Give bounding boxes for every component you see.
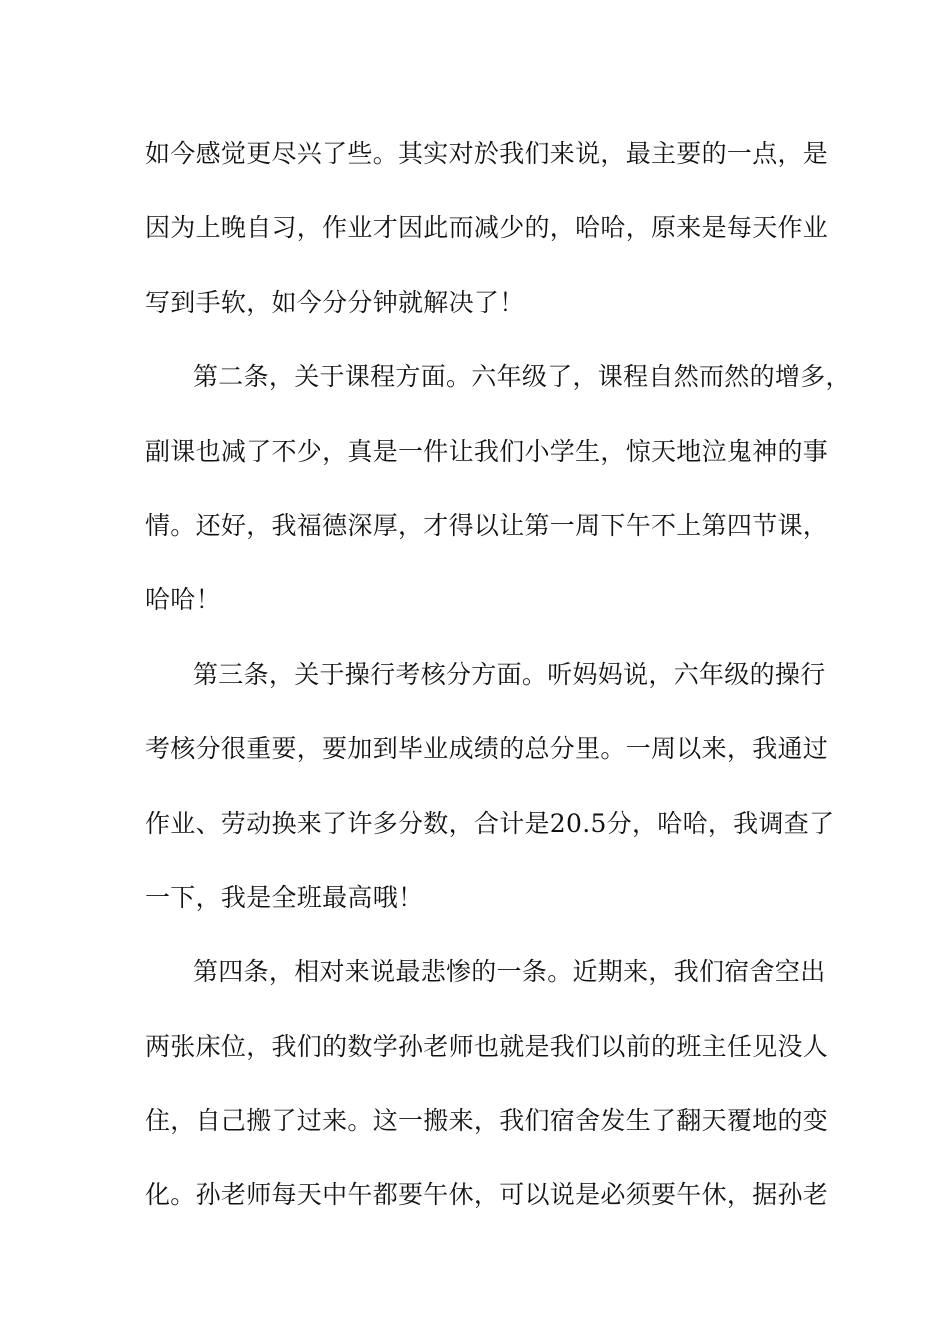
text-line: 情。还好，我福德深厚，才得以让第一周下午不上第四节课，	[145, 510, 829, 540]
text-line: 因为上晚自习，作业才因此而减少的，哈哈，原来是每天作业	[145, 213, 829, 243]
text-line: 作业、劳动换来了许多分数，合计是20.5分，哈哈，我调查了	[145, 808, 835, 838]
text-line: 哈哈！	[145, 585, 221, 615]
text-line: 化。孙老师每天中午都要午休，可以说是必须要午休，据孙老	[145, 1180, 829, 1210]
text-line: 如今感觉更尽兴了些。其实对於我们来说，最主要的一点，是	[145, 139, 829, 168]
text-line: 住，自己搬了过来。这一搬来，我们宿舍发生了翻天覆地的变	[145, 1106, 829, 1136]
text-line: 一下，我是全班最高哦！	[145, 882, 424, 912]
document-body	[145, 128, 851, 1244]
text-line: 写到手软，如今分分钟就解决了！	[145, 287, 525, 317]
text-line: 两张床位，我们的数学孙老师也就是我们以前的班主任见没人	[145, 1031, 829, 1061]
text-line: 考核分很重要，要加到毕业成绩的总分里。一周以来，我通过	[145, 734, 829, 764]
paragraph-first-line: 第二条，关于课程方面。六年级了，课程自然而然的增多，	[193, 362, 851, 392]
paragraph-first-line: 第三条，关于操行考核分方面。听妈妈说，六年级的操行	[193, 659, 826, 689]
paragraph-first-line: 第四条，相对来说最悲惨的一条。近期来，我们宿舍空出	[193, 957, 826, 987]
text-line: 副课也减了不少，真是一件让我们小学生，惊天地泣鬼神的事	[145, 436, 829, 466]
